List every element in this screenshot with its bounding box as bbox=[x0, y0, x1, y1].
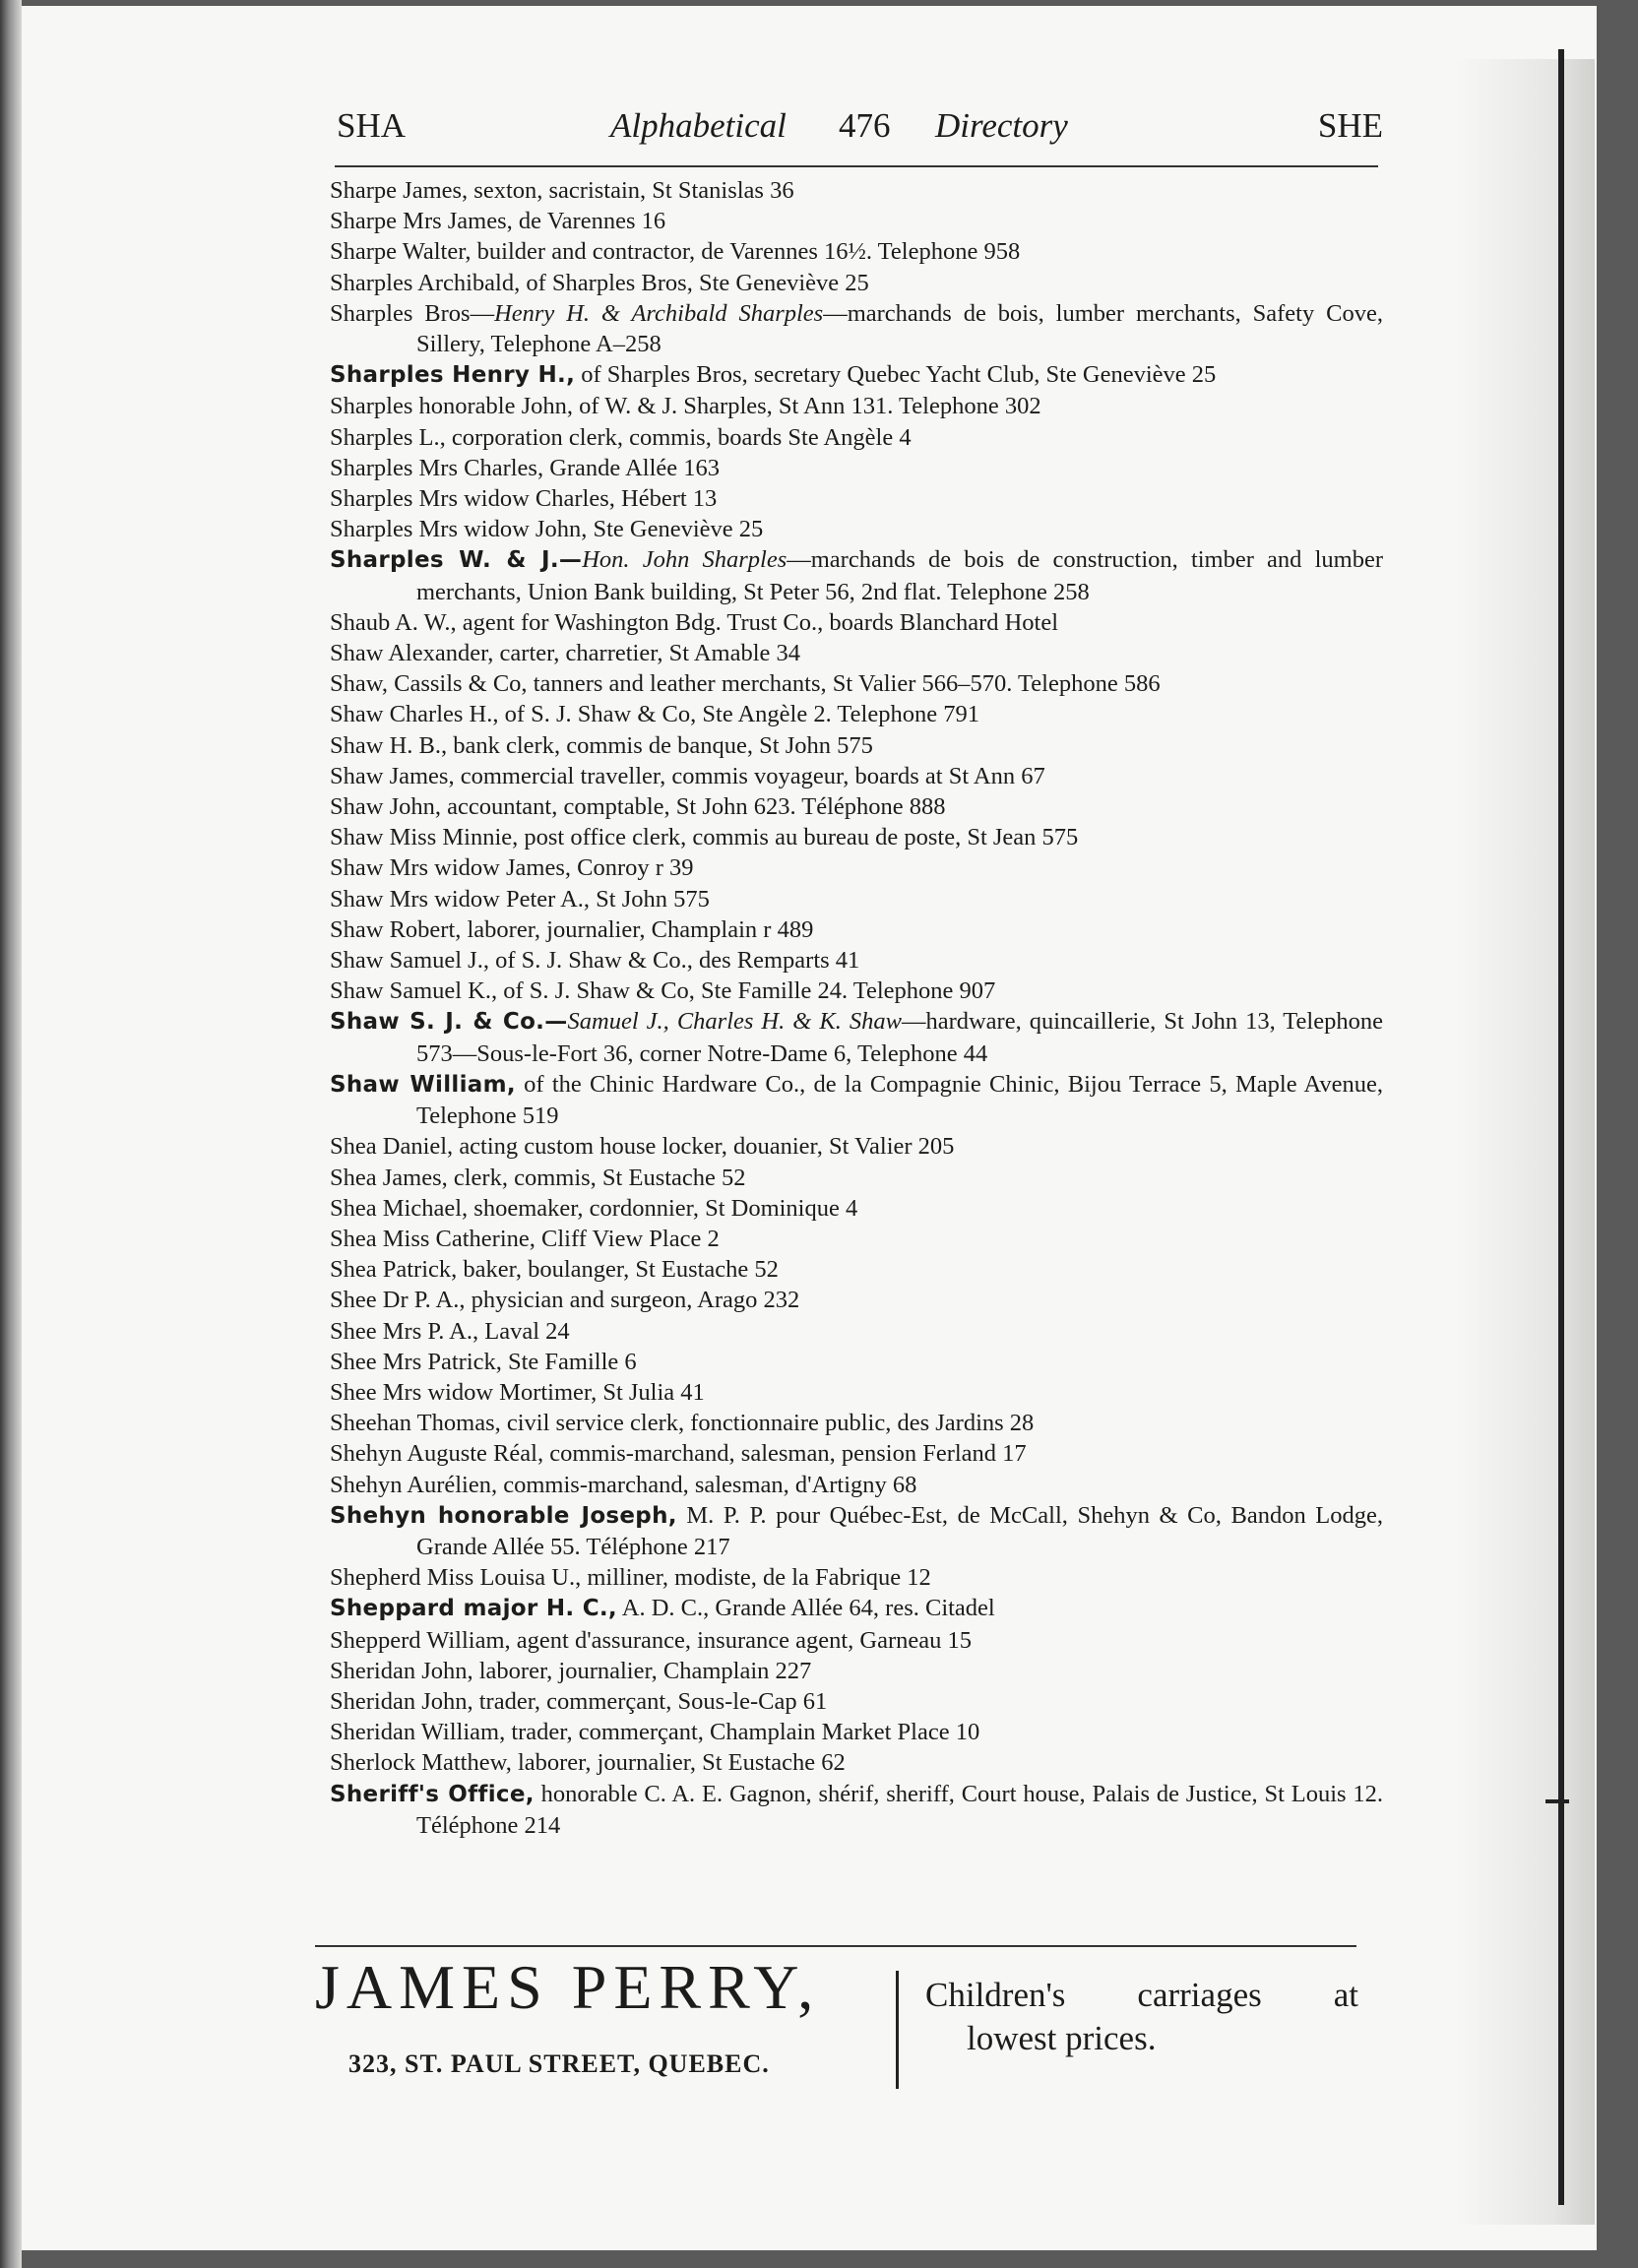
entry-name: Shaw Mrs widow Peter A., bbox=[330, 885, 591, 913]
entry-name: Shepherd Miss Louisa U., bbox=[330, 1564, 582, 1592]
entry-details: agent for Washington Bdg. Trust Co., boards Blanchard Hotel bbox=[456, 608, 1059, 636]
entry-details: tanners and leather merchants, St Valier 566–570. Telephone 586 bbox=[527, 670, 1161, 698]
tagline-line-1: Children's carriages at bbox=[925, 1976, 1358, 2014]
page-number: 476 bbox=[839, 106, 891, 145]
directory-entry bbox=[330, 791, 1383, 822]
entry-name: Shaw Miss Minnie, bbox=[330, 824, 519, 851]
advertisement-bracket bbox=[896, 1971, 899, 2089]
directory-entry bbox=[330, 945, 1383, 976]
directory-entry bbox=[330, 268, 1383, 298]
directory-entry bbox=[330, 391, 1383, 421]
entry-name: Shea Michael, bbox=[330, 1194, 469, 1222]
entry-details: Cliff View Place 2 bbox=[535, 1225, 720, 1252]
entry-details: physician and surgeon, Arago 232 bbox=[465, 1287, 800, 1314]
entry-details: trader, commerçant, Champlain Market Place 10 bbox=[505, 1719, 980, 1746]
directory-entry bbox=[330, 483, 1383, 514]
entry-name: Shaw John, bbox=[330, 793, 441, 821]
entry-details: laborer, journalier, Champlain r 489 bbox=[461, 915, 814, 943]
advertisement-tagline bbox=[925, 1974, 1358, 2060]
entry-name: Shaw James, bbox=[330, 762, 455, 789]
directory-entry bbox=[330, 1254, 1383, 1285]
entry-name: Shepperd William, bbox=[330, 1626, 511, 1654]
directory-entry bbox=[330, 1625, 1383, 1656]
entry-details: St Julia 41 bbox=[597, 1378, 705, 1406]
entry-details: of W. & J. Sharples, St Ann 131. Telephone 302 bbox=[573, 393, 1041, 420]
header-title-a: Alphabetical bbox=[610, 106, 787, 145]
entry-details: Grande Allée 163 bbox=[543, 454, 721, 481]
entry-name: Sharples Bros— bbox=[330, 299, 495, 327]
entry-name: Shea Patrick, bbox=[330, 1256, 458, 1284]
directory-entry bbox=[330, 822, 1383, 852]
entry-name: Sharples W. & J.— bbox=[330, 547, 583, 574]
entry-name: Sharples L., bbox=[330, 423, 446, 451]
entry-details: agent d'assurance, insurance agent, Garneau 15 bbox=[510, 1626, 973, 1654]
entry-details: A. D. C., Grande Allée 64, res. Citadel bbox=[616, 1595, 995, 1622]
header-rule bbox=[335, 165, 1378, 167]
directory-entries bbox=[330, 175, 1383, 1841]
entry-name: Sheridan John, bbox=[330, 1687, 473, 1715]
entry-name: Sheppard major H. C., bbox=[330, 1596, 617, 1622]
header-title-b: Directory bbox=[935, 106, 1068, 145]
entry-details: sexton, sacristain, St Stanislas 36 bbox=[468, 177, 794, 204]
directory-entry bbox=[330, 514, 1383, 544]
entry-name: Shehyn Aurélien, bbox=[330, 1471, 498, 1498]
page-shadow bbox=[1457, 59, 1595, 2225]
directory-entry bbox=[330, 1131, 1383, 1162]
entry-name: Shaw William, bbox=[330, 1071, 516, 1098]
advertisement-address: 323, ST. PAUL STREET, QUEBEC. bbox=[348, 2049, 770, 2078]
entry-details: trader, commerçant, Sous-le-Cap 61 bbox=[472, 1687, 828, 1715]
entry-details: —marchands de bois, lumber merchants, Safety Cove, Sillery, Telephone A–258 bbox=[416, 299, 1383, 358]
entry-name: Shaw Charles H., bbox=[330, 701, 499, 728]
directory-entry bbox=[330, 668, 1383, 699]
directory-entry bbox=[330, 1006, 1383, 1068]
directory-entry bbox=[330, 699, 1383, 729]
tagline-line-2: lowest prices. bbox=[967, 2019, 1157, 2057]
directory-entry bbox=[330, 1285, 1383, 1315]
entry-name: Shehyn Auguste Réal, bbox=[330, 1440, 544, 1468]
directory-entry bbox=[330, 359, 1383, 391]
entry-details: Laval 24 bbox=[478, 1317, 570, 1345]
entry-details: de Varennes 16 bbox=[512, 208, 666, 235]
directory-entry bbox=[330, 1069, 1383, 1131]
directory-entry bbox=[330, 1686, 1383, 1717]
entry-name: Shea Miss Catherine, bbox=[330, 1225, 536, 1252]
entry-name: Shea Daniel, bbox=[330, 1133, 454, 1161]
entry-details: Hébert 13 bbox=[614, 485, 718, 513]
entry-name: Shee Dr P. A., bbox=[330, 1287, 466, 1314]
entry-details: of Sharples Bros, Ste Geneviève 25 bbox=[520, 269, 869, 296]
directory-entry bbox=[330, 761, 1383, 791]
entry-details: Conroy r 39 bbox=[571, 854, 694, 882]
entry-details: laborer, journalier, St Eustache 62 bbox=[511, 1749, 846, 1777]
directory-entry bbox=[330, 1717, 1383, 1747]
directory-entry bbox=[330, 1470, 1383, 1500]
entry-details: of S. J. Shaw & Co, Ste Angèle 2. Telephone 791 bbox=[498, 701, 979, 728]
entry-details: bank clerk, commis de banque, St John 575 bbox=[447, 731, 873, 759]
entry-details: M. P. P. pour Québec-Est, de McCall, Shehyn & Co, Bandon Lodge, Grande Allée 55. Téléphone 217 bbox=[416, 1501, 1383, 1560]
margin-rule bbox=[1558, 49, 1564, 2205]
entry-partners: Samuel J., Charles H. & K. Shaw bbox=[567, 1008, 902, 1036]
entry-name: Shaw Robert, bbox=[330, 915, 462, 943]
entry-name: Shaw Mrs widow James, bbox=[330, 854, 571, 882]
directory-entry bbox=[330, 422, 1383, 453]
entry-details: acting custom house locker, douanier, St Valier 205 bbox=[453, 1133, 955, 1161]
entry-details: commercial traveller, commis voyageur, boards at St Ann 67 bbox=[454, 762, 1045, 789]
entry-details: clerk, commis, St Eustache 52 bbox=[447, 1164, 746, 1191]
entry-details: builder and contractor, de Varennes 16½. Telephone 958 bbox=[471, 238, 1021, 266]
directory-entry bbox=[330, 1562, 1383, 1593]
directory-entry bbox=[330, 298, 1383, 359]
directory-entry bbox=[330, 1438, 1383, 1469]
entry-details: of the Chinic Hardware Co., de la Compagnie Chinic, Bijou Terrace 5, Maple Avenue, Telephone 519 bbox=[416, 1070, 1384, 1130]
directory-entry bbox=[330, 1593, 1383, 1624]
directory-entry bbox=[330, 1500, 1383, 1562]
entry-name: Shaw S. J. & Co.— bbox=[330, 1009, 568, 1036]
entry-name: Shaub A. W., bbox=[330, 608, 457, 636]
entry-details: milliner, modiste, de la Fabrique 12 bbox=[581, 1564, 931, 1592]
directory-entry bbox=[330, 884, 1383, 914]
directory-entry bbox=[330, 1656, 1383, 1686]
directory-entry bbox=[330, 175, 1383, 206]
entry-name: Shee Mrs Patrick, bbox=[330, 1348, 502, 1375]
directory-entry bbox=[330, 1224, 1383, 1254]
entry-name: Sherlock Matthew, bbox=[330, 1749, 512, 1777]
header-right-guide: SHE bbox=[1317, 106, 1383, 145]
directory-entry bbox=[330, 852, 1383, 883]
advertisement-name: JAMES PERRY, bbox=[315, 1952, 821, 2022]
directory-entry bbox=[330, 1408, 1383, 1438]
entry-name: Shee Mrs widow Mortimer, bbox=[330, 1378, 598, 1406]
directory-entry bbox=[330, 1347, 1383, 1377]
entry-name: Shee Mrs P. A., bbox=[330, 1317, 479, 1345]
entry-details: accountant, comptable, St John 623. Téléphone 888 bbox=[440, 793, 946, 821]
entry-name: Shea James, bbox=[330, 1164, 448, 1191]
entry-name: Sheriff's Office, bbox=[330, 1781, 535, 1807]
directory-entry bbox=[330, 914, 1383, 945]
header-left-guide: SHA bbox=[337, 106, 407, 145]
entry-name: Sheridan John, bbox=[330, 1657, 473, 1684]
entry-name: Sheehan Thomas, bbox=[330, 1410, 501, 1437]
directory-entry bbox=[330, 1377, 1383, 1408]
entry-details: honorable C. A. E. Gagnon, shérif, sheriff, Court house, Palais de Justice, St Louis 12. Téléphone 214 bbox=[416, 1780, 1383, 1839]
book-binding-edge bbox=[0, 0, 22, 2268]
entry-name: Sharpe Walter, bbox=[330, 238, 472, 266]
directory-entry bbox=[330, 1316, 1383, 1347]
directory-entry bbox=[330, 1163, 1383, 1193]
entry-name: Sharples Archibald, bbox=[330, 269, 521, 296]
entry-name: Shaw Alexander, bbox=[330, 640, 494, 667]
entry-name: Sharples Mrs widow Charles, bbox=[330, 485, 615, 513]
entry-name: Shaw Samuel J., bbox=[330, 947, 489, 975]
footer-rule bbox=[315, 1945, 1356, 1947]
entry-partners: Henry H. & Archibald Sharples bbox=[494, 299, 824, 327]
margin-tick bbox=[1545, 1799, 1569, 1803]
entry-name: Sharples Henry H., bbox=[330, 362, 576, 389]
directory-entry bbox=[330, 453, 1383, 483]
entry-name: Shehyn honorable Joseph, bbox=[330, 1502, 677, 1529]
entry-name: Shaw H. B., bbox=[330, 731, 448, 759]
entry-details: shoemaker, cordonnier, St Dominique 4 bbox=[468, 1194, 858, 1222]
directory-entry bbox=[330, 236, 1383, 267]
directory-entry bbox=[330, 1747, 1383, 1778]
entry-name: Sharples honorable John, bbox=[330, 393, 573, 420]
entry-partners: Hon. John Sharples bbox=[582, 546, 788, 574]
entry-details: commis-marchand, salesman, d'Artigny 68 bbox=[497, 1471, 917, 1498]
entry-details: corporation clerk, commis, boards Ste Angèle 4 bbox=[445, 423, 912, 451]
directory-entry bbox=[330, 976, 1383, 1006]
entry-name: Shaw, Cassils & Co, bbox=[330, 670, 528, 698]
entry-details: of S. J. Shaw & Co., des Remparts 41 bbox=[488, 947, 860, 975]
directory-entry bbox=[330, 544, 1383, 606]
entry-name: Sharpe Mrs James, bbox=[330, 208, 513, 235]
entry-details: Ste Famille 6 bbox=[501, 1348, 637, 1375]
entry-details: —hardware, quincaillerie, St John 13, Telephone 573—Sous-le-Fort 36, corner Notre-Dame 6, Telephone 44 bbox=[416, 1008, 1383, 1067]
entry-name: Sharples Mrs Charles, bbox=[330, 454, 544, 481]
entry-details: —marchands de bois de construction, timber and lumber merchants, Union Bank building, St Peter 56, 2nd flat. Telephone 258 bbox=[416, 546, 1383, 605]
directory-entry bbox=[330, 607, 1383, 638]
entry-details: civil service clerk, fonctionnaire public, des Jardins 28 bbox=[500, 1410, 1035, 1437]
directory-entry bbox=[330, 1193, 1383, 1224]
entry-details: post office clerk, commis au bureau de poste, St Jean 575 bbox=[518, 824, 1079, 851]
entry-details: of S. J. Shaw & Co, Ste Famille 24. Telephone 907 bbox=[497, 977, 996, 1005]
entry-name: Shaw Samuel K., bbox=[330, 977, 498, 1005]
directory-entry bbox=[330, 206, 1383, 236]
entry-name: Sharpe James, bbox=[330, 177, 469, 204]
directory-entry bbox=[330, 1779, 1383, 1841]
entry-name: Sharples Mrs widow John, bbox=[330, 516, 588, 543]
running-header bbox=[325, 106, 1383, 156]
directory-entry bbox=[330, 730, 1383, 761]
entry-details: baker, boulanger, St Eustache 52 bbox=[457, 1256, 779, 1284]
entry-details: of Sharples Bros, secretary Quebec Yacht Club, Ste Geneviève 25 bbox=[575, 361, 1217, 389]
entry-details: St John 575 bbox=[590, 885, 710, 913]
entry-name: Sheridan William, bbox=[330, 1719, 506, 1746]
entry-details: commis-marchand, salesman, pension Ferland 17 bbox=[543, 1440, 1027, 1468]
entry-details: carter, charretier, St Amable 34 bbox=[493, 640, 801, 667]
entry-details: laborer, journalier, Champlain 227 bbox=[472, 1657, 812, 1684]
directory-entry bbox=[330, 638, 1383, 668]
entry-details: Ste Geneviève 25 bbox=[587, 516, 764, 543]
